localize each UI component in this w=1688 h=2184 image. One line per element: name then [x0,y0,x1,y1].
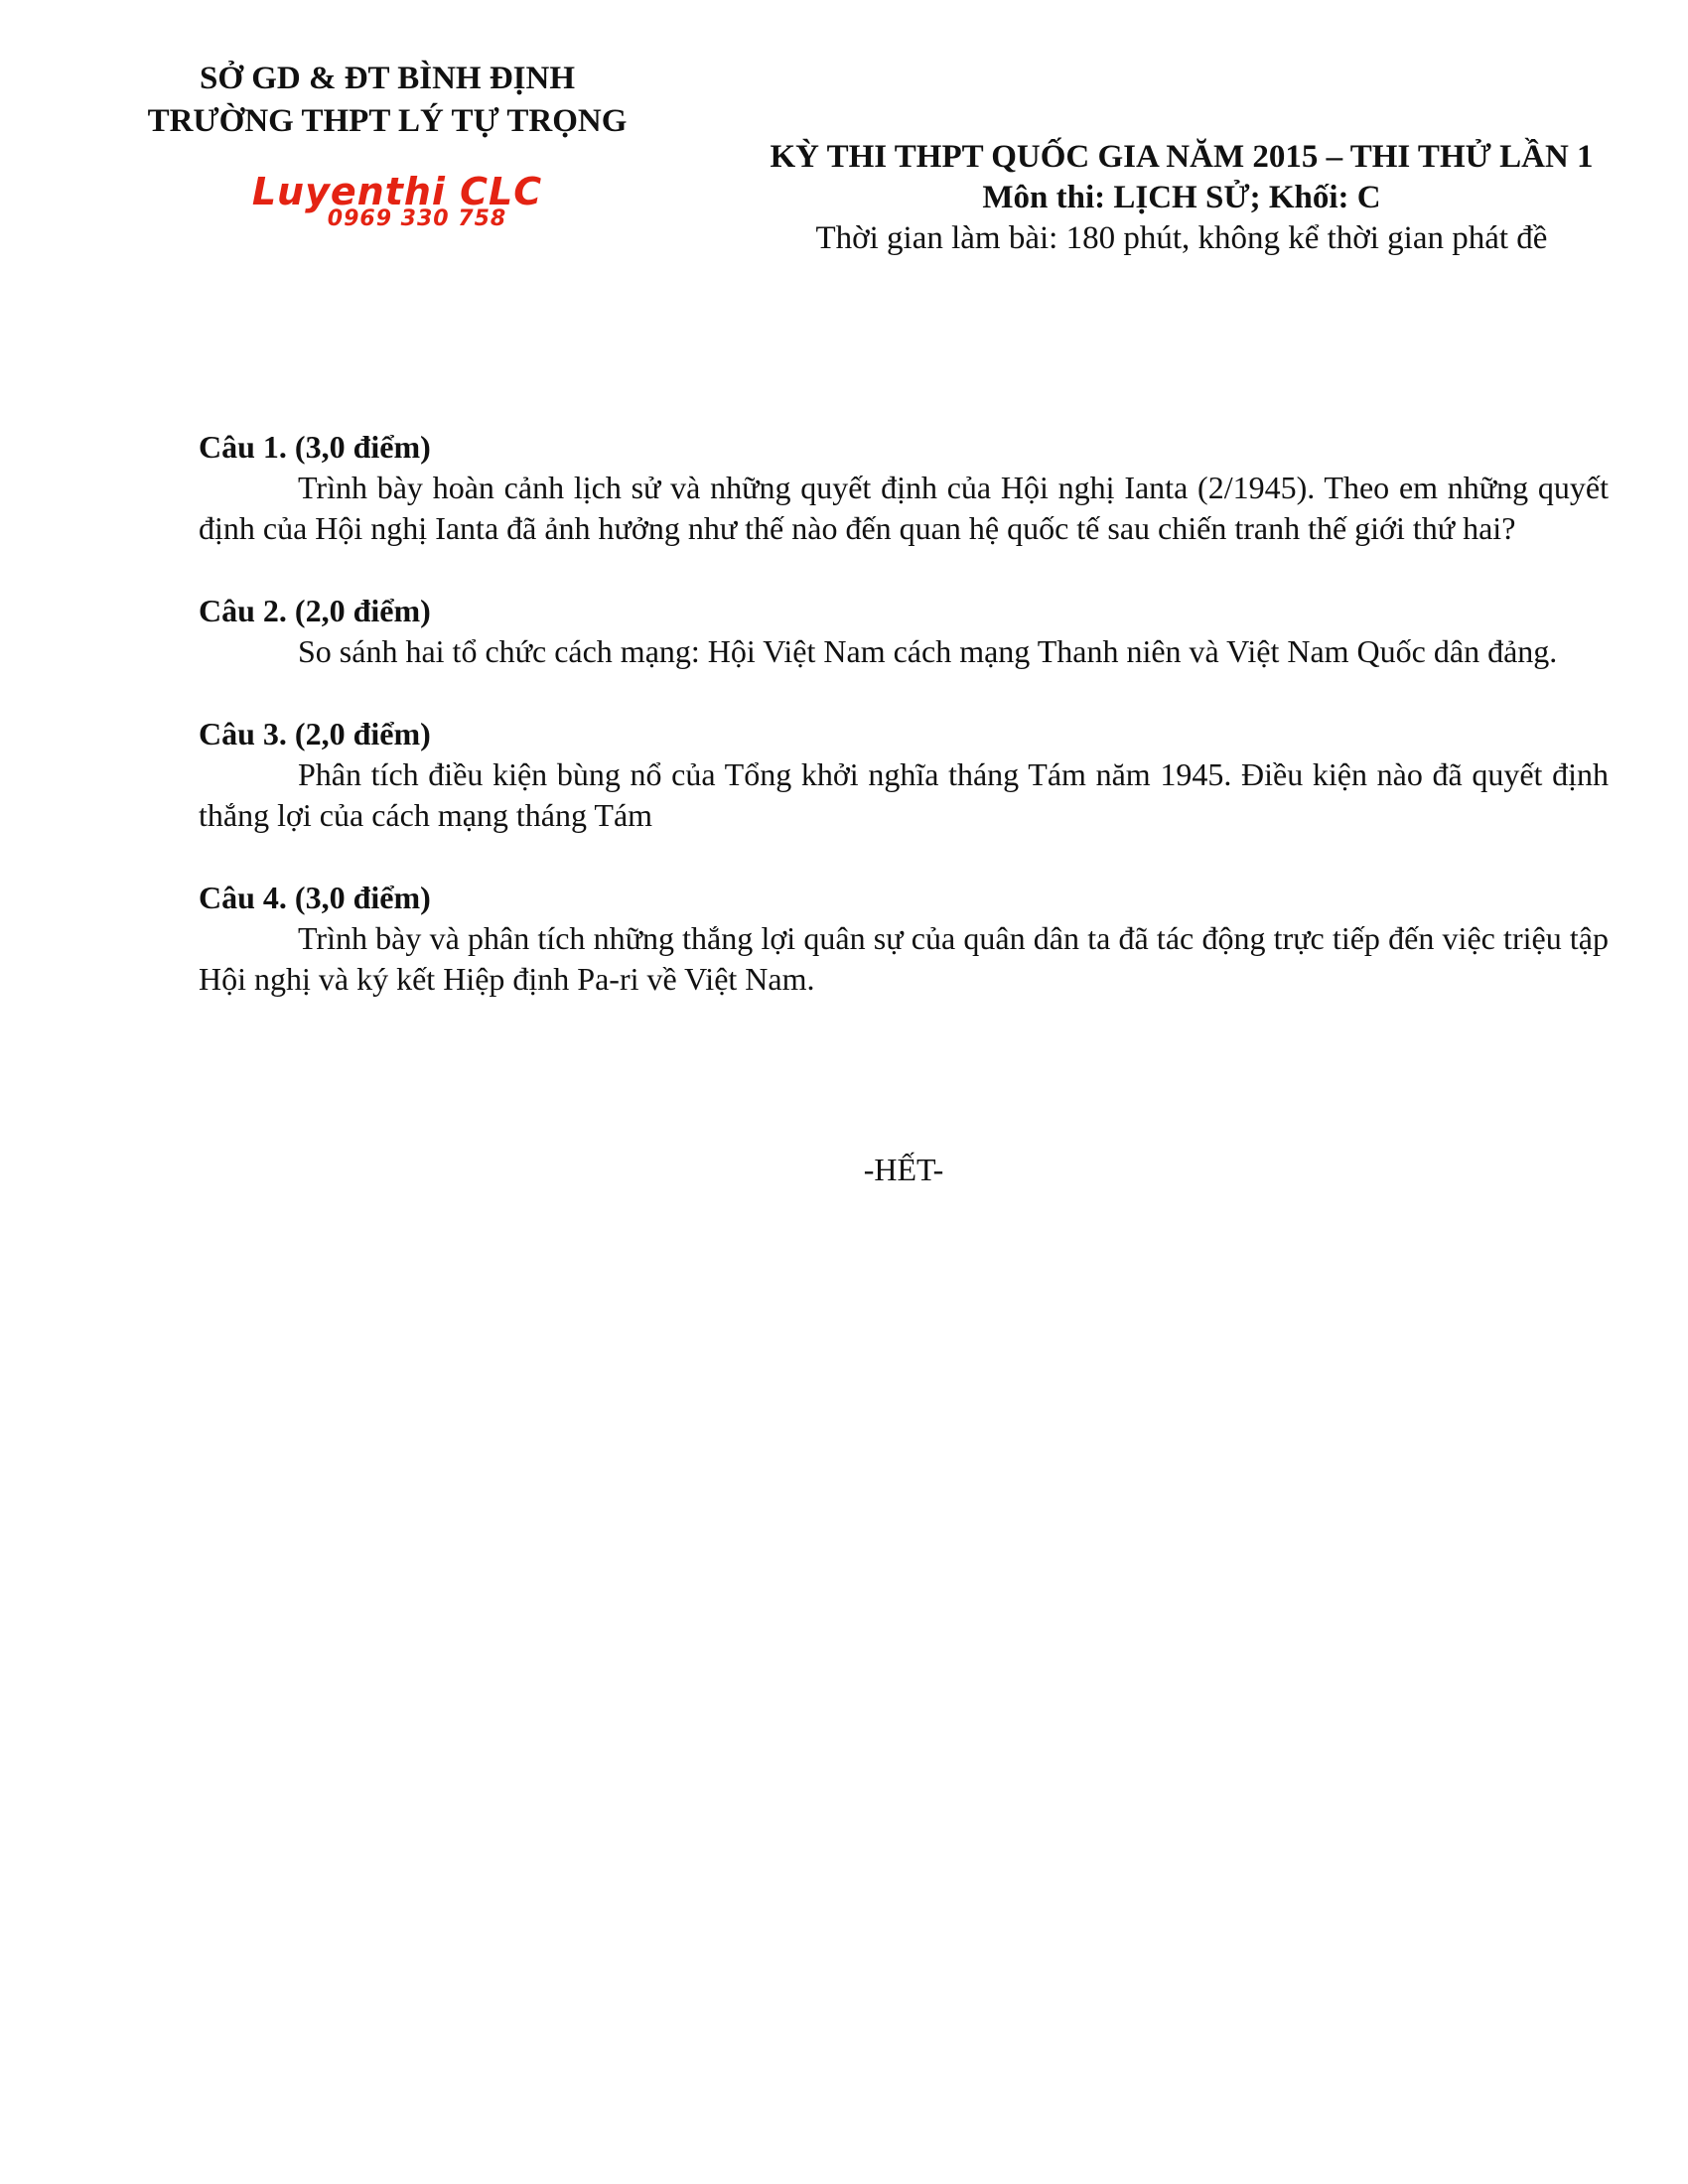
question-2 [199,591,1609,672]
question-body: So sánh hai tổ chức cách mạng: Hội Việt Nam cách mạng Thanh niên và Việt Nam Quốc dân đảng. [298,633,1558,669]
question-3 [199,714,1609,836]
question-title: Câu 1. (3,0 điểm) [199,429,431,465]
department-name: SỞ GD & ĐT BÌNH ĐỊNH [199,61,576,96]
question-body: Trình bày hoàn cảnh lịch sử và những quyết định của Hội nghị Ianta (2/1945). Theo em những quyết định của Hội nghị Ianta đã ảnh hưởng như thế nào đến quan hệ quốc tế sau chiến tranh thế giới thứ hai? [199,470,1609,546]
question-1 [199,427,1609,549]
question-title: Câu 4. (3,0 điểm) [199,880,431,915]
exam-title: KỲ THI THPT QUỐC GIA NĂM 2015 – THI THỬ LẦN 1 [770,139,1594,175]
exam-duration: Thời gian làm bài: 180 phút, không kể thời gian phát đề [815,220,1548,256]
question-body: Phân tích điều kiện bùng nổ của Tổng khởi nghĩa tháng Tám năm 1945. Điều kiện nào đã quyết định thắng lợi của cách mạng tháng Tám [199,756,1609,833]
logo-phone: 0969 330 758 [327,206,507,231]
exam-header [725,137,1638,259]
question-title: Câu 3. (2,0 điểm) [199,716,431,751]
logo-text: Luyenthi CLC [251,170,543,213]
question-body: Trình bày và phân tích những thắng lợi quân sự của quân dân ta đã tác động trực tiếp đến việc triệu tập Hội nghị và ký kết Hiệp định Pa-ri về Việt Nam. [199,920,1609,997]
question-title: Câu 2. (2,0 điểm) [199,593,431,628]
luyenthi-logo [238,171,556,240]
questions-section [199,427,1609,1041]
question-4 [199,878,1609,1000]
exam-subject: Môn thi: LỊCH SỬ; Khối: C [982,180,1381,215]
school-name: TRƯỜNG THPT LÝ TỰ TRỌNG [147,103,628,139]
school-header [99,58,675,143]
end-mark: -HẾT- [863,1152,944,1187]
